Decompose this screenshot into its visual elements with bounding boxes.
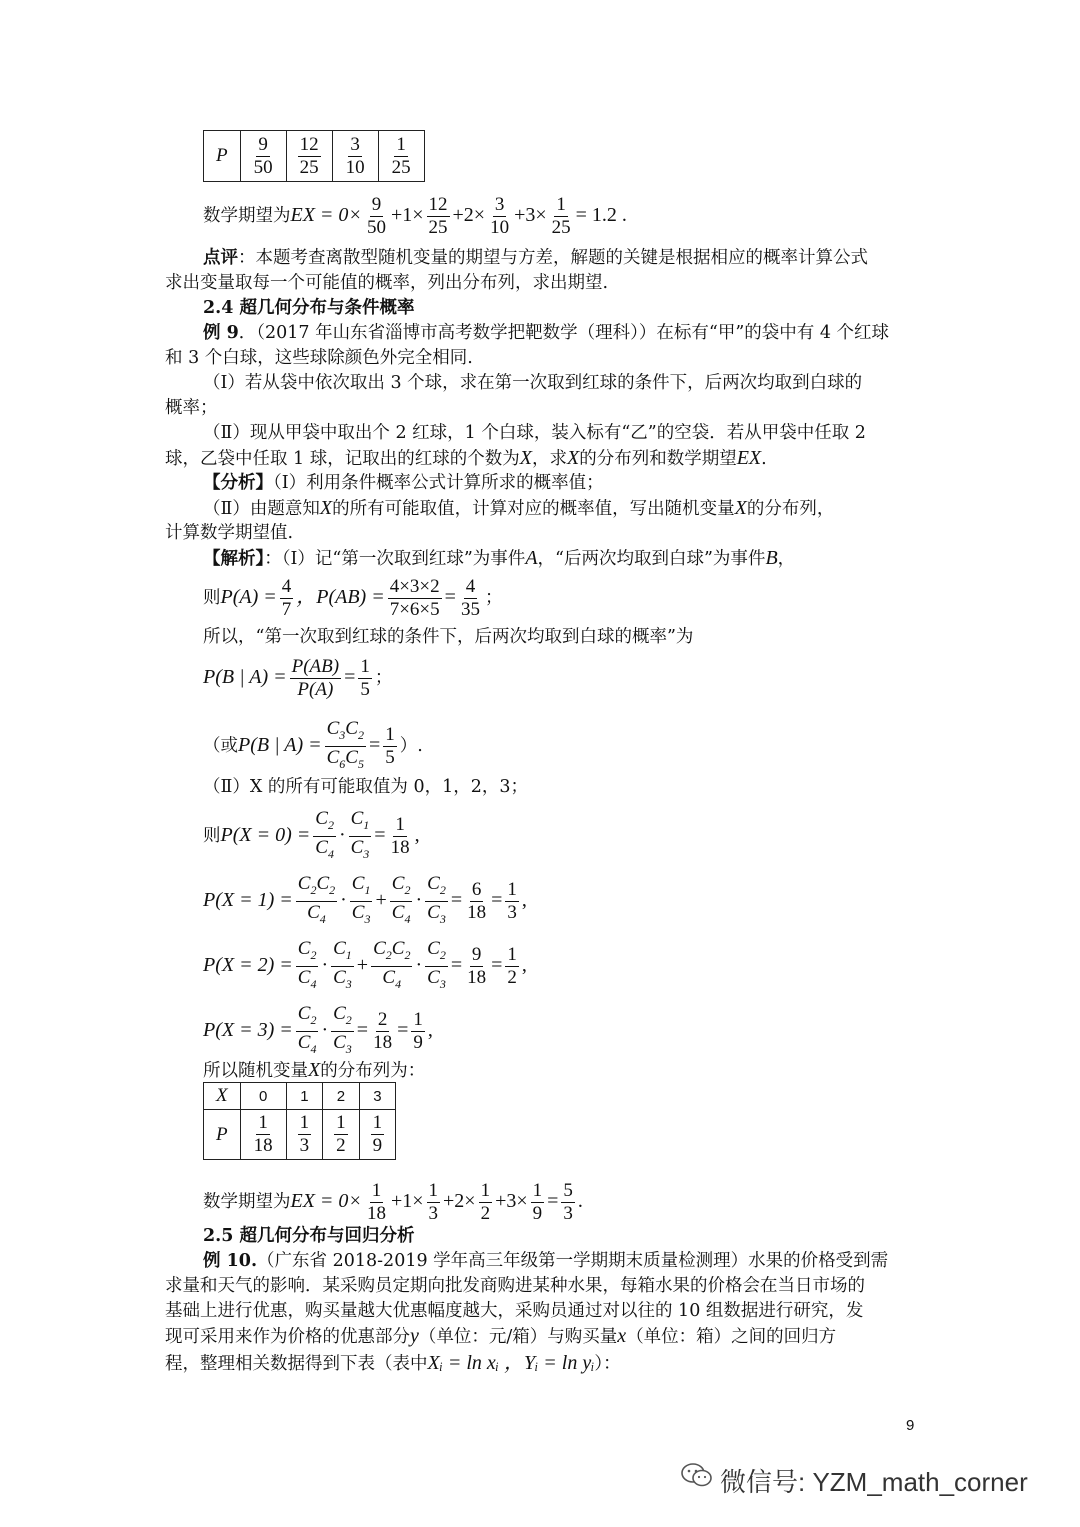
comment-line-1: 点评：本题考查离散型随机变量的期望与方差，解题的关键是根据相应的概率计算公式 — [203, 248, 868, 268]
wechat-icon — [680, 1462, 714, 1488]
analysis-line-3: 计算数学期望值. — [165, 523, 294, 543]
table-row — [204, 1110, 396, 1160]
table-cell: $\frac{12}{25}$ — [286, 131, 332, 182]
comment-line-2: 求出变量取每一个可能值的概率，列出分布列，求出期望. — [165, 273, 609, 293]
table-cell-label: X — [204, 1083, 241, 1110]
probability-x0: 则P(X = 0) = $\frac{C_2}{C_4}$ · $\frac{C_1}{C_3}$ = $\frac{1}{18}$ , — [203, 808, 420, 861]
table-cell-label: P — [204, 131, 241, 182]
page-number: 9 — [906, 1417, 915, 1434]
expectation-line-2: 数学期望为EX = 0× $\frac{1}{18}$ +1× $\frac{1}{3}$ +2× $\frac{1}{2}$ +3× $\frac{1}{9}$ = $\frac{5}{3}$ . — [203, 1180, 583, 1224]
expectation-line-1: 数学期望为EX = 0× $\frac{9}{50}$ +1× $\frac{12}{25}$ +2× $\frac{3}{10}$ +3× $\frac{1}{25}$ = 1.2 . — [203, 194, 627, 238]
top-distribution-table — [203, 130, 425, 182]
table-cell: 3 — [359, 1083, 396, 1110]
table-cell: $\frac{1}{18}$ — [240, 1110, 286, 1160]
example-9-line-1: 例 9．（2017 年山东省淄博市高考数学把靶数学（理科））在标有“甲”的袋中有 4 个红球 — [203, 323, 890, 343]
table-row — [204, 1083, 396, 1110]
example-10-line-1: 例 10.（广东省 2018-2019 学年高三年级第一学期期末质量检测理）水果的价格受到需 — [203, 1251, 889, 1271]
watermark: 微信号: YZM_math_corner — [720, 1467, 1028, 1497]
distribution-lead: 所以随机变量X的分布列为： — [203, 1059, 426, 1081]
table-cell: 1 — [286, 1083, 323, 1110]
alternate-conditional-probability: （或P(B | A) = $\frac{C_3C_2}{C_6C_5}$ = $\frac{1}{5}$ ）. — [203, 718, 423, 771]
x-possible-values: （Ⅱ）X 的所有可能取值为 0，1，2，3； — [203, 777, 529, 797]
example-10-line-5: 程，整理相关数据得到下表（表中Xᵢ = ln xᵢ ，Yᵢ = ln yᵢ）： — [165, 1352, 621, 1374]
table-cell: 2 — [323, 1083, 360, 1110]
probability-x1: P(X = 1) = $\frac{C_2C_2}{C_4}$ · $\frac{C_1}{C_3}$ + $\frac{C_2}{C_4}$ · $\frac{C_2}{C_3}$ = $\frac{6}{18}$ = $\frac{1}{3}$ , — [203, 873, 527, 926]
probability-x2: P(X = 2) = $\frac{C_2}{C_4}$ · $\frac{C_1}{C_3}$ + $\frac{C_2C_2}{C_4}$ · $\frac{C_2}{C_3}$ = $\frac{9}{18}$ = $\frac{1}{2}$ , — [203, 938, 527, 991]
example-9-q2-line-1: （Ⅱ）现从甲袋中取出个 2 红球，1 个白球，装入标有“乙”的空袋．若从甲袋中任取 2 — [203, 423, 866, 443]
example-9-q1-line-1: （Ⅰ）若从袋中依次取出 3 个球，求在第一次取到红球的条件下，后两次均取到白球的 — [203, 373, 863, 393]
analysis-line-2: （Ⅱ）由题意知X的所有可能取值，计算对应的概率值，写出随机变量X的分布列， — [203, 497, 835, 519]
section-heading-2-4: 2.4 超几何分布与条件概率 — [203, 298, 415, 318]
example-10-line-2: 求量和天气的影响．某采购员定期向批发商购进某种水果，每箱水果的价格会在当日市场的 — [165, 1276, 865, 1296]
table-cell: $\frac{1}{9}$ — [359, 1110, 396, 1160]
analysis-line-1: 【分析】（Ⅰ）利用条件概率公式计算所求的概率值； — [203, 473, 604, 493]
example-10-line-3: 基础上进行优惠，购买量越大优惠幅度越大，采购员通过对以往的 10 组数据进行研究，发 — [165, 1301, 864, 1321]
table-cell: $\frac{3}{10}$ — [332, 131, 378, 182]
example-9-q2-line-2: 球，乙袋中任取 1 球，记取出的红球的个数为X，求X的分布列和数学期望EX. — [165, 447, 767, 469]
example-9-q1-line-2: 概率； — [165, 398, 218, 418]
example-10-line-4: 现可采用来作为价格的优惠部分y（单位：元/箱）与购买量x（单位：箱）之间的回归方 — [165, 1325, 837, 1347]
distribution-table — [203, 1082, 396, 1160]
table-cell: $\frac{1}{3}$ — [286, 1110, 323, 1160]
table-cell: $\frac{1}{25}$ — [378, 131, 424, 182]
section-heading-2-5: 2.5 超几何分布与回归分析 — [203, 1226, 415, 1246]
table-cell: 0 — [240, 1083, 286, 1110]
probability-x3: P(X = 3) = $\frac{C_2}{C_4}$ · $\frac{C_2}{C_3}$ = $\frac{2}{18}$ = $\frac{1}{9}$ , — [203, 1003, 433, 1056]
solution-so-line: 所以，“第一次取到红球的条件下，后两次均取到白球的概率”为 — [203, 627, 694, 647]
table-cell: $\frac{9}{50}$ — [240, 131, 286, 182]
probability-pa-pab: 则P(A) = $\frac{4}{7}$ ，P(AB) = $\frac{4\times 3\times 2}{7\times 6\times 5}$ = $\frac{4}{35}$ ； — [203, 576, 503, 620]
conditional-probability: P(B | A) = $\frac{P(AB)}{P(A)}$ = $\frac{1}{5}$ ； — [203, 656, 393, 700]
example-9-line-2: 和 3 个白球，这些球除颜色外完全相同. — [165, 348, 473, 368]
table-cell: $\frac{1}{2}$ — [323, 1110, 360, 1160]
solution-line-1: 【解析】：（Ⅰ）记“第一次取到红球”为事件A，“后两次均取到白球”为事件B， — [203, 547, 796, 569]
table-cell-label: P — [204, 1110, 241, 1160]
